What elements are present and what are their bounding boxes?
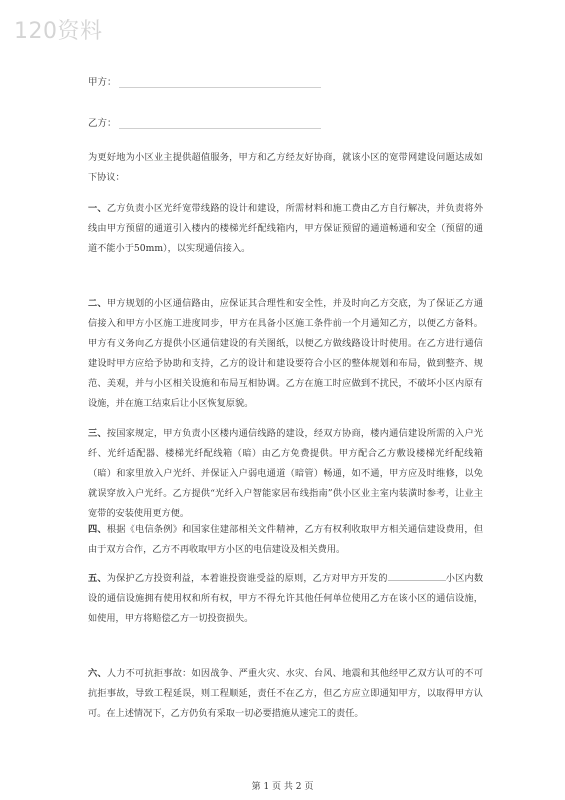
intro-paragraph: 为更好地为小区业主提供超值服务，甲方和乙方经友好协商，就该小区的宽带网建设问题达成如下协议：	[88, 152, 483, 183]
clause-number: 四、	[88, 524, 107, 535]
party-a-line	[88, 74, 321, 88]
clause-number: 五、	[88, 573, 107, 584]
clause-1	[88, 199, 483, 259]
party-a-label: 甲方：	[88, 77, 117, 88]
party-a-blank	[119, 78, 321, 88]
page-footer: 第 1 页 共 2 页	[251, 782, 314, 792]
project-name-blank	[388, 571, 446, 581]
clause-3	[88, 424, 483, 524]
clause-4	[88, 520, 483, 560]
clause-6	[88, 664, 483, 724]
party-b-blank	[119, 119, 321, 129]
clause-text-after: 小区内数设的通信设施拥有使用权和所有权，甲方不得允许其他任何单位使用乙方在该小区的通信设施，如使用，甲方将赔偿乙方一切投资损失。	[88, 573, 484, 624]
party-b-label: 乙方：	[88, 118, 117, 129]
clause-2	[88, 294, 483, 414]
clause-number: 六、	[88, 668, 107, 679]
party-b-line	[88, 115, 321, 129]
clause-text-before: 为保护乙方投资利益，本着谁投资谁受益的原则，乙方对甲方开发的	[106, 573, 388, 584]
clause-text: 按国家规定，甲方负责小区楼内通信线路的建设，经双方协商，楼内通信建设所需的入户光纤、光纤适配器、楼梯光纤配线箱（暗）由乙方免费提供。甲方配合乙方敷设楼梯光纤配线箱（暗）和家里放入户光纤、并保证入户弱电通道（暗管）畅通，如不通，甲方应及时维修，以免就误穿放入户光纤。乙方提供“光纤入户智能家居布线指南”供小区业主室内装潢时参考，让业主宽带的安装使用更方便。	[88, 428, 484, 519]
clause-5	[88, 569, 483, 629]
clause-text: 甲方规划的小区通信路由，应保证其合理性和安全性，并及时向乙方交底，为了保证乙方通信接入和甲方小区施工进度同步，甲方在具备小区施工条件前一个月通知乙方，以便乙方备料。甲方有义务向乙方提供小区通信建设的有关图纸，以便乙方做线路设计时使用。在乙方进行通信建设时甲方应给予协助和支持，乙方的设计和建设要符合小区的整体规划和布局，做到整齐、规范、美观，并与小区相关设施和布局互相协调。乙方在施工时应做到不扰民，不破坏小区内原有设施，并在施工结束后让小区恢复原貌。	[88, 298, 484, 409]
watermark-logo: 120资料	[14, 19, 103, 44]
clause-text: 乙方负责小区光纤宽带线路的设计和建设，所需材料和施工费由乙方自行解决，并负责将外线由甲方预留的通道引入楼内的楼梯光纤配线箱内，甲方保证预留的通道畅通和安全（预留的通道不能小于50mm），以实现通信接入。	[88, 203, 484, 254]
clause-number: 二、	[88, 298, 107, 309]
clause-number: 一、	[88, 203, 107, 214]
clause-text: 根据《电信条例》和国家住建部相关文件精神，乙方有权利收取甲方相关通信建设费用，但由于双方合作，乙方不再收取甲方小区的电信建设及相关费用。	[88, 524, 484, 555]
clause-text: 人力不可抗拒事故：如因战争、严重火灾、水灾、台风、地震和其他经甲乙双方认可的不可抗拒事故，导致工程延误，则工程顺延，责任不在乙方，但乙方应立即通知甲方，以取得甲方认可。在上述情况下，乙方仍负有采取一切必要措施从速完工的责任。	[88, 668, 484, 719]
clause-number: 三、	[88, 428, 107, 439]
